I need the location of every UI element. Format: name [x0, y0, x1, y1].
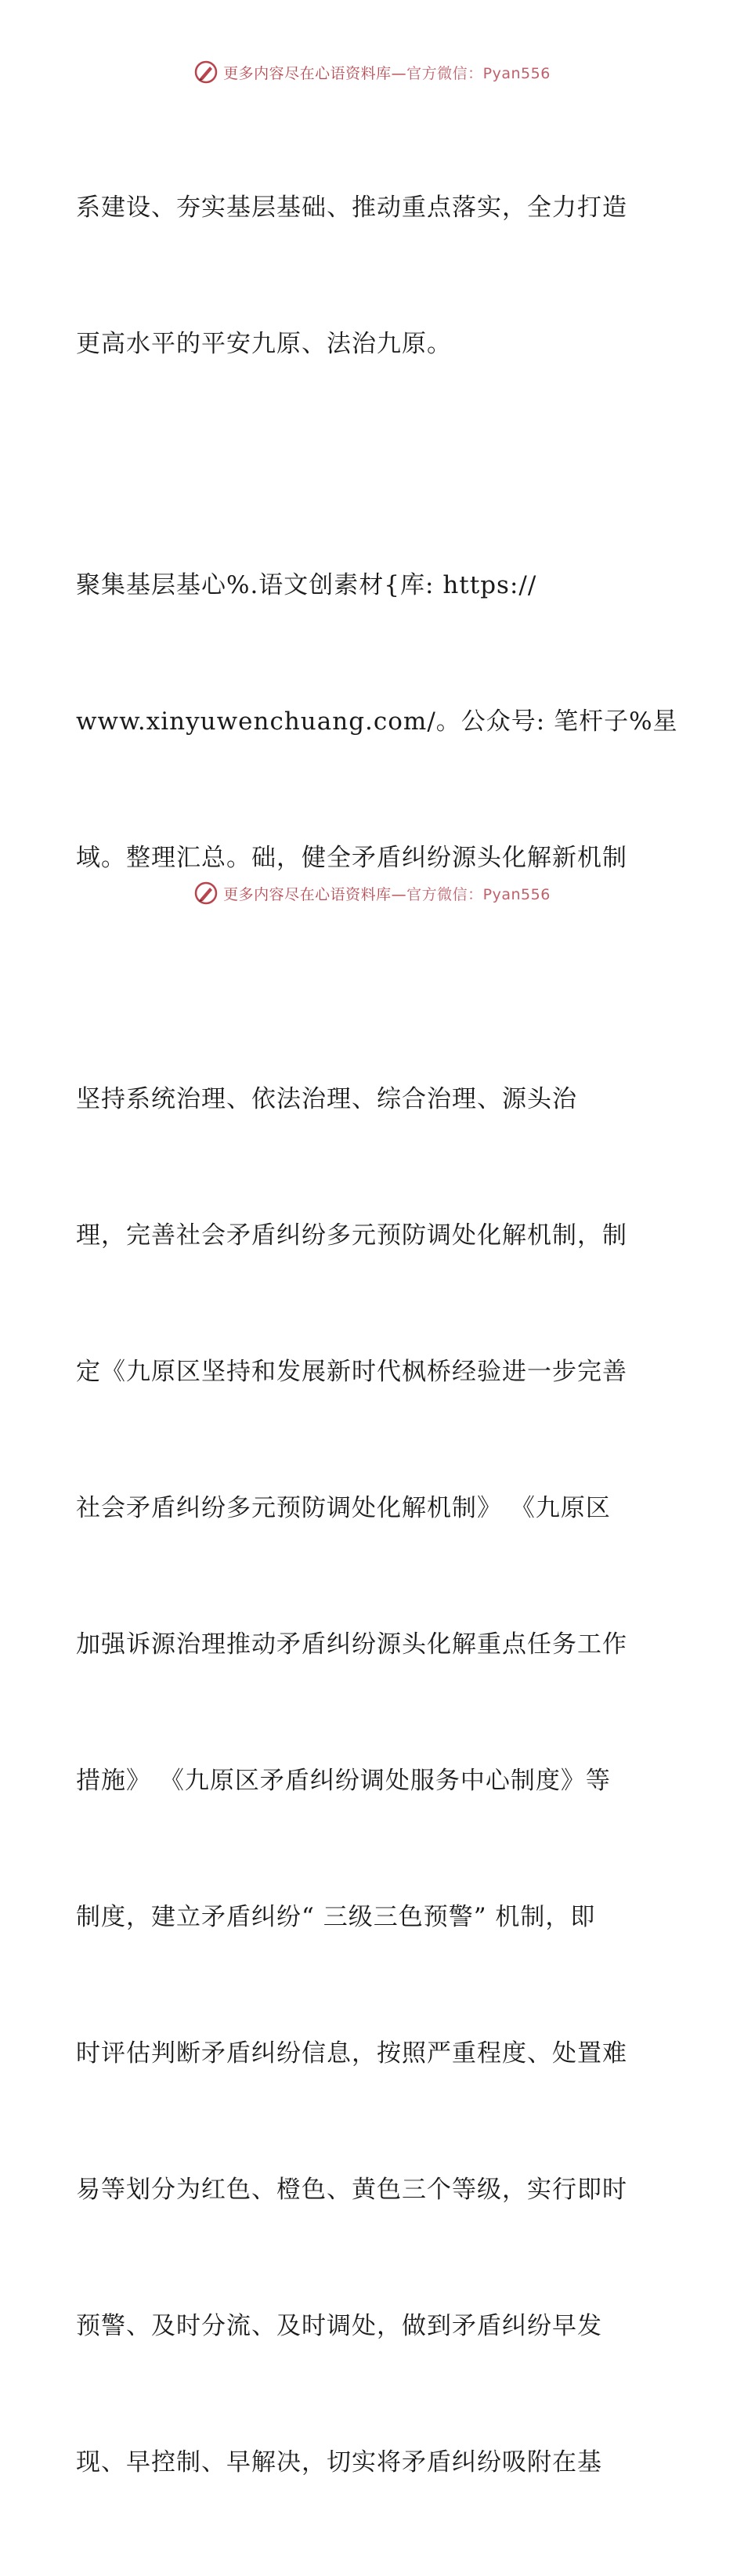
text-line: 域。整理汇总。础，健全矛盾纠纷源头化解新机制 [76, 844, 627, 872]
watermark-text [223, 62, 551, 83]
text-line: 易等划分为红色、橙色、黄色三个等级，实行即时 [76, 2176, 627, 2204]
watermark-brand: 更多内容尽在心语资料库 [223, 64, 392, 82]
text-line: www.xinyuwenchuang.com/。公众号: 笔杆子%星 [76, 707, 678, 736]
text-line: 时评估判断矛盾纠纷信息，按照严重程度、处置难 [76, 2039, 627, 2068]
watermark-contact: 官方微信：Pyan556 [406, 64, 551, 82]
pen-logo-icon [193, 60, 219, 85]
watermark-separator: — [391, 885, 407, 903]
watermark-brand: 更多内容尽在心语资料库 [223, 885, 392, 903]
text-line: 更高水平的平安九原、法治九原。 [76, 330, 452, 358]
text-line: 理，完善社会矛盾纠纷多元预防调处化解机制，制 [76, 1221, 627, 1250]
text-line: 预警、及时分流、及时调处，做到矛盾纠纷早发 [76, 2312, 602, 2340]
text-line: 坚持系统治理、依法治理、综合治理、源头治 [76, 1085, 577, 1113]
watermark-text [223, 883, 551, 904]
text-line: 现、早控制、早解决，切实将矛盾纠纷吸附在基 [76, 2448, 602, 2477]
text-line: 措施》 《九原区矛盾纠纷调处服务中心制度》等 [76, 1767, 611, 1795]
watermark-contact: 官方微信：Pyan556 [406, 885, 551, 903]
text-line: 聚集基层基心%.语文创素材{库: https:// [76, 571, 537, 599]
text-line: 系建设、夯实基层基础、推动重点落实，全力打造 [76, 194, 627, 222]
watermark-separator: — [391, 64, 407, 82]
text-line: 定《九原区坚持和发展新时代枫桥经验进一步完善 [76, 1358, 627, 1386]
paragraph-1 [76, 94, 671, 458]
paragraph-3 [76, 986, 671, 2576]
pen-logo-icon [193, 881, 219, 906]
text-line: 制度，建立矛盾纠纷“ 三级三色预警” 机制，即 [76, 1903, 596, 1931]
text-line: 加强诉源治理推动矛盾纠纷源头化解重点任务工作 [76, 1630, 627, 1659]
document-body [76, 94, 678, 2576]
footer-watermark [0, 877, 744, 909]
text-line: 社会矛盾纠纷多元预防调处化解机制》 《九原区 [76, 1494, 611, 1522]
header-watermark [0, 56, 744, 88]
